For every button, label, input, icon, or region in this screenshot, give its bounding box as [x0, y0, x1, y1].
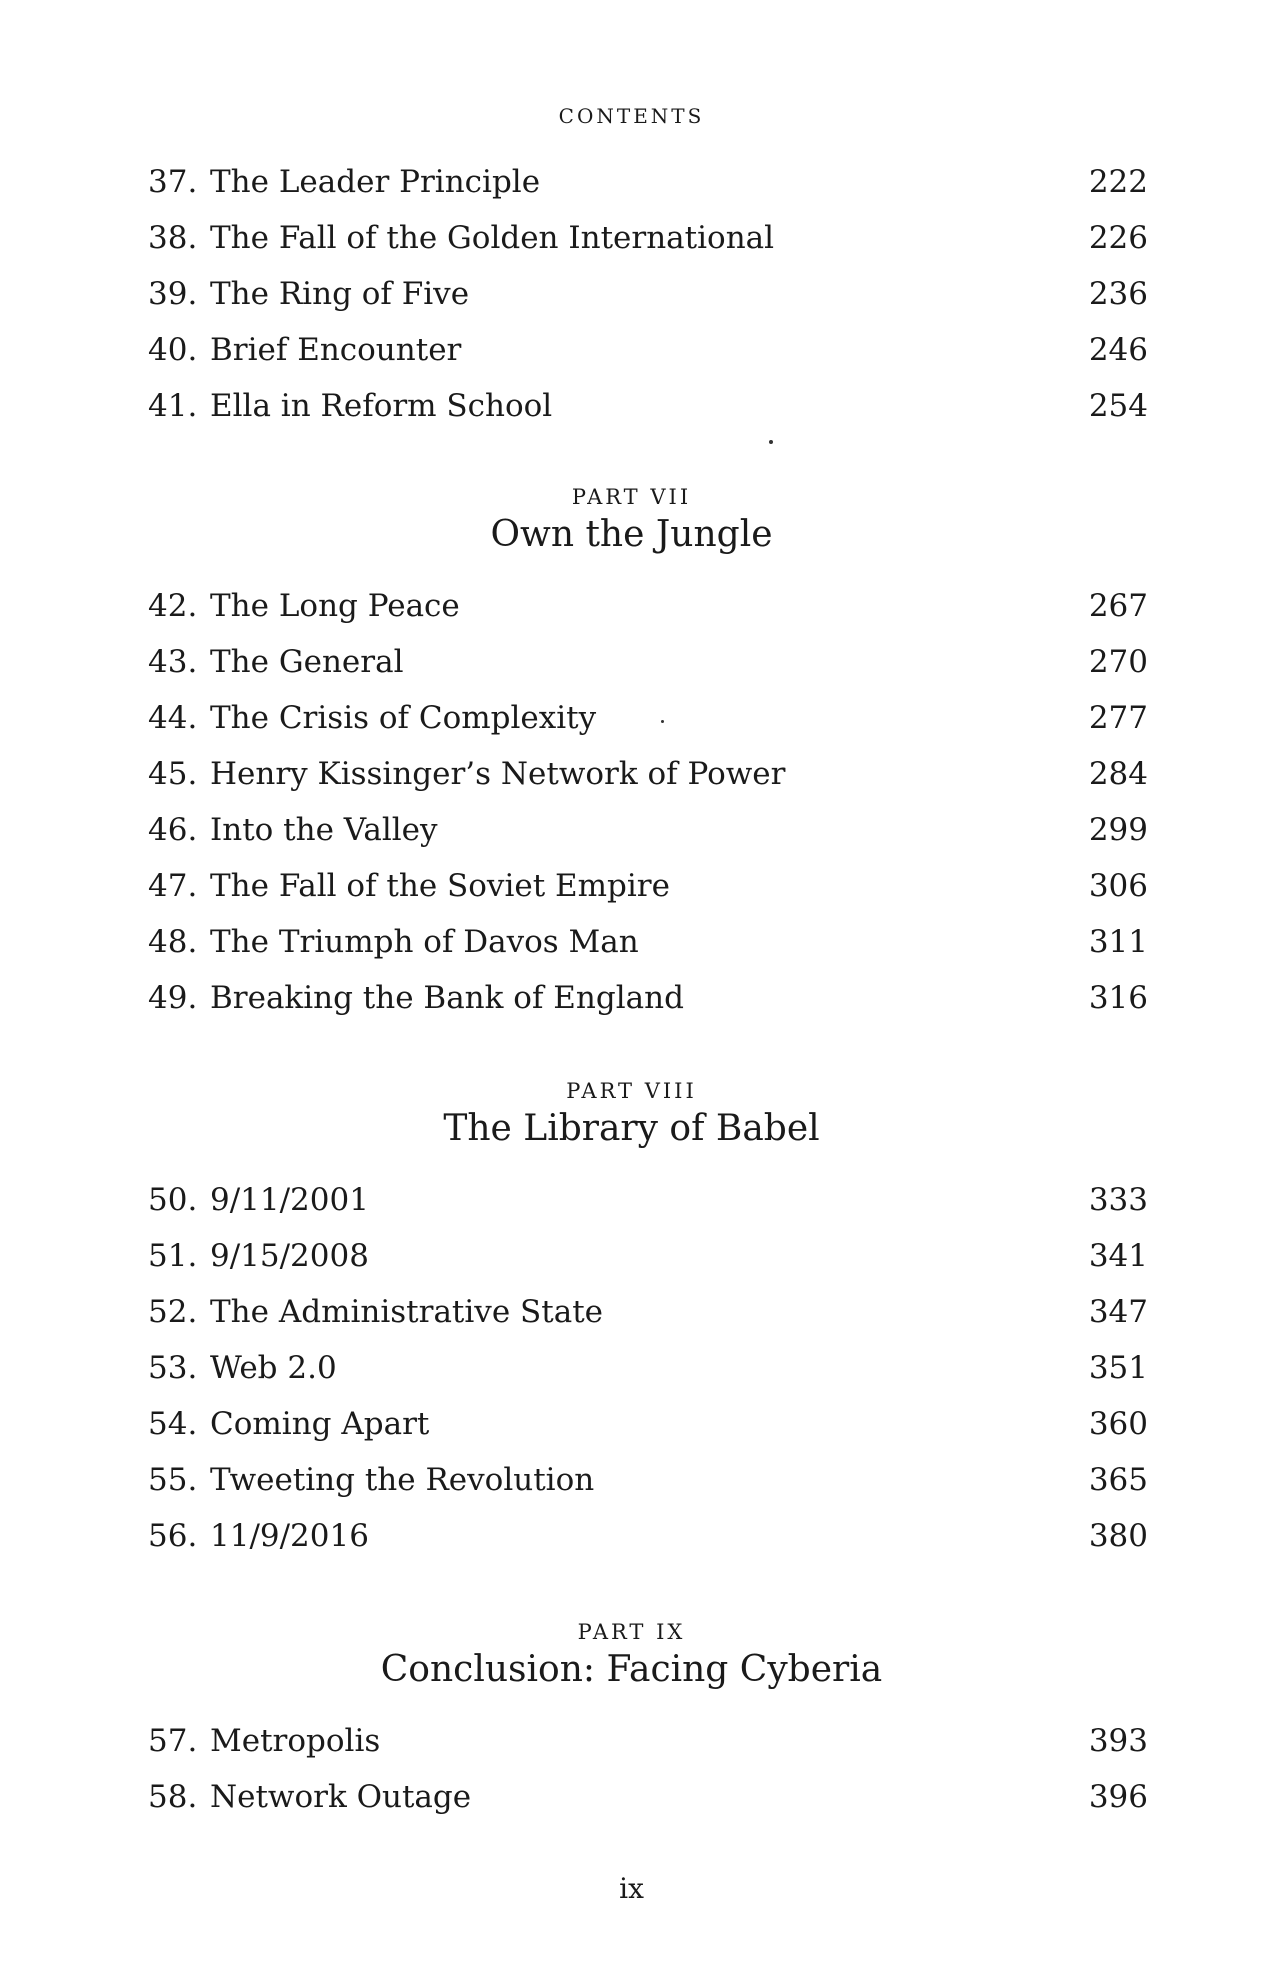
- toc-entry: [148, 802, 1148, 858]
- chapter-title: The General: [210, 644, 404, 680]
- toc-entry: [148, 914, 1148, 970]
- toc-entry: [148, 1452, 1148, 1508]
- part-title: Own the Jungle: [490, 514, 773, 555]
- chapter-number: 41.: [148, 388, 198, 424]
- chapter-number: 38.: [148, 220, 198, 256]
- chapter-number: 40.: [148, 332, 198, 368]
- toc-entry: [148, 1228, 1148, 1284]
- toc-entry: [148, 1508, 1148, 1564]
- page-number: 316: [1088, 980, 1148, 1016]
- part-title: Conclusion: Facing Cyberia: [380, 1649, 883, 1690]
- page-number: 341: [1088, 1238, 1148, 1274]
- chapter-number: 51.: [148, 1238, 198, 1274]
- part-label: PART VII: [571, 485, 692, 509]
- chapter-number: 57.: [148, 1723, 198, 1759]
- chapter-title: The Leader Principle: [210, 164, 541, 200]
- chapter-title: 9/11/2001: [210, 1182, 369, 1218]
- chapter-number: 37.: [148, 164, 198, 200]
- toc-entry: [148, 1172, 1148, 1228]
- chapter-title: Ella in Reform School: [210, 388, 553, 424]
- chapter-number: 45.: [148, 756, 198, 792]
- chapter-number: 39.: [148, 276, 198, 312]
- chapter-number: 53.: [148, 1350, 198, 1386]
- chapter-number: 42.: [148, 588, 198, 624]
- chapter-title: Web 2.0: [210, 1350, 337, 1386]
- chapter-title: The Fall of the Soviet Empire: [210, 868, 670, 904]
- toc-group-1: [148, 578, 1148, 1026]
- toc-entry: [148, 1769, 1148, 1825]
- chapter-number: 43.: [148, 644, 198, 680]
- chapter-title: Metropolis: [210, 1723, 381, 1759]
- chapter-number: 52.: [148, 1294, 198, 1330]
- chapter-number: 54.: [148, 1406, 198, 1442]
- toc-entry: [148, 1340, 1148, 1396]
- page-number: 351: [1088, 1350, 1148, 1386]
- running-head: CONTENTS: [558, 104, 705, 128]
- chapter-title: Network Outage: [210, 1779, 472, 1815]
- toc-entry: [148, 1396, 1148, 1452]
- toc-entry: [148, 378, 1148, 434]
- page-number: 277: [1088, 700, 1148, 736]
- toc-entry: [148, 690, 1148, 746]
- chapter-number: 50.: [148, 1182, 198, 1218]
- toc-entry: [148, 154, 1148, 210]
- page-number: 236: [1088, 276, 1148, 312]
- chapter-number: 44.: [148, 700, 198, 736]
- page-number: 226: [1088, 220, 1148, 256]
- toc-entry: [148, 746, 1148, 802]
- toc-entry: [148, 1713, 1148, 1769]
- toc-entry: [148, 858, 1148, 914]
- chapter-title: The Triumph of Davos Man: [210, 924, 639, 960]
- toc-entry: [148, 1284, 1148, 1340]
- toc-entry: [148, 578, 1148, 634]
- chapter-number: 55.: [148, 1462, 198, 1498]
- chapter-title: 9/15/2008: [210, 1238, 369, 1274]
- chapter-title: Coming Apart: [210, 1406, 430, 1442]
- page-number: 306: [1088, 868, 1148, 904]
- chapter-title: Henry Kissinger’s Network of Power: [210, 756, 786, 792]
- chapter-number: 58.: [148, 1779, 198, 1815]
- chapter-title: The Fall of the Golden International: [210, 220, 775, 256]
- chapter-title: The Ring of Five: [210, 276, 470, 312]
- part-title: The Library of Babel: [443, 1108, 820, 1149]
- page-number: 333: [1088, 1182, 1148, 1218]
- page-number: 396: [1088, 1779, 1148, 1815]
- chapter-number: 47.: [148, 868, 198, 904]
- chapter-title: 11/9/2016: [210, 1518, 369, 1554]
- page-number: 222: [1088, 164, 1148, 200]
- page-folio: ix: [619, 1872, 644, 1905]
- toc-group-3: [148, 1713, 1148, 1825]
- page-number: 365: [1088, 1462, 1148, 1498]
- chapter-number: 48.: [148, 924, 198, 960]
- page-number: 267: [1088, 588, 1148, 624]
- toc-group-0: [148, 154, 1148, 434]
- chapter-number: 56.: [148, 1518, 198, 1554]
- toc-entry: [148, 210, 1148, 266]
- chapter-number: 49.: [148, 980, 198, 1016]
- page-number: 311: [1088, 924, 1148, 960]
- chapter-title: The Long Peace: [210, 588, 460, 624]
- chapter-title: Into the Valley: [210, 812, 438, 848]
- part-label: PART IX: [577, 1620, 686, 1644]
- toc-entry: [148, 266, 1148, 322]
- page-number: 246: [1088, 332, 1148, 368]
- toc-entry: [148, 634, 1148, 690]
- chapter-title: Brief Encounter: [210, 332, 462, 368]
- page-number: 393: [1088, 1723, 1148, 1759]
- page-number: 380: [1088, 1518, 1148, 1554]
- page-number: 284: [1088, 756, 1148, 792]
- chapter-title: Breaking the Bank of England: [210, 980, 684, 1016]
- chapter-title: Tweeting the Revolution: [210, 1462, 595, 1498]
- page-number: 299: [1088, 812, 1148, 848]
- page-number: 347: [1088, 1294, 1148, 1330]
- toc-entry: [148, 970, 1148, 1026]
- toc-entry: [148, 322, 1148, 378]
- toc-group-2: [148, 1172, 1148, 1564]
- scan-speck: [661, 720, 664, 723]
- part-label: PART VIII: [566, 1079, 697, 1103]
- page-number: 254: [1088, 388, 1148, 424]
- page-number: 360: [1088, 1406, 1148, 1442]
- chapter-number: 46.: [148, 812, 198, 848]
- page-number: 270: [1088, 644, 1148, 680]
- chapter-title: The Crisis of Complexity: [210, 700, 597, 736]
- scan-speck: [769, 440, 773, 444]
- chapter-title: The Administrative State: [210, 1294, 603, 1330]
